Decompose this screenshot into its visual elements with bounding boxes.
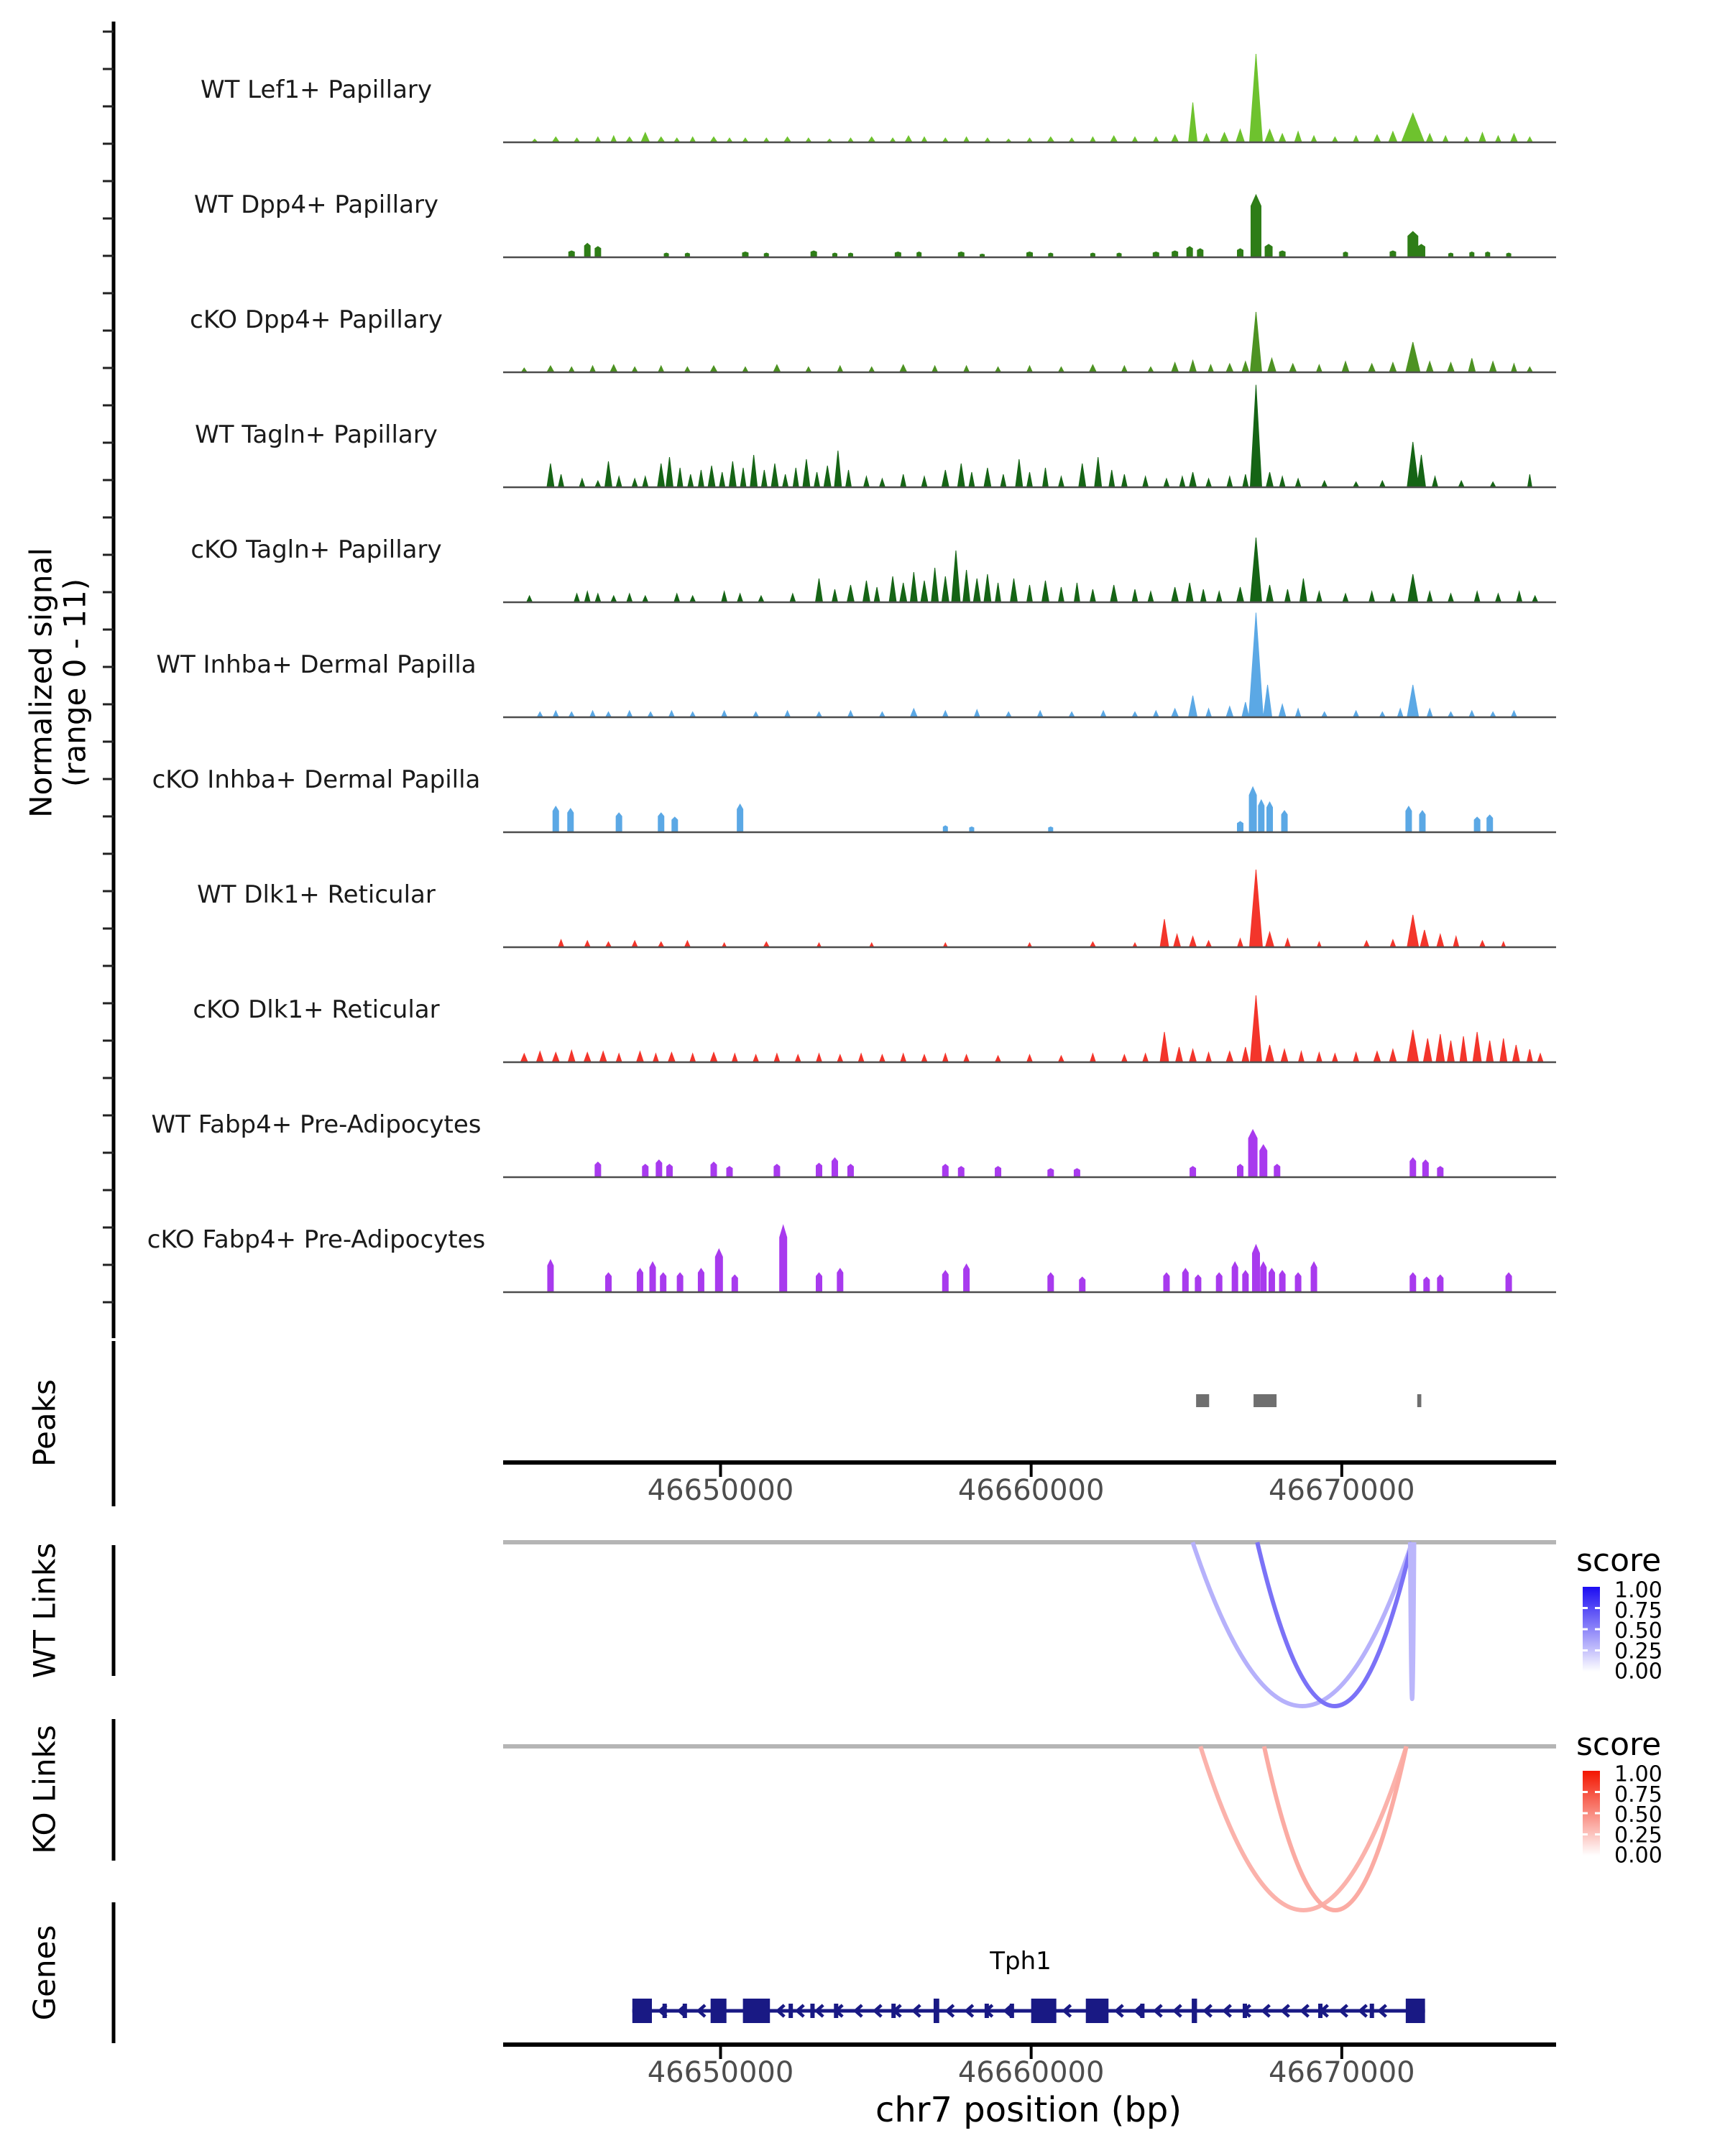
signal-area [537,613,1517,718]
genome-axis-tick-label: 46670000 [1269,1474,1415,1507]
y-axis-label-line1: Normalized signal [23,548,59,818]
signal-area [521,312,1532,372]
peaks-panel-label: Peaks [27,1379,63,1467]
gene-small-exon [788,2004,793,2018]
signal-area [527,538,1538,602]
ko-legend-label: 0.50 [1614,1802,1662,1828]
peak-rect [1417,1394,1422,1407]
y-axis-label-line2: (range 0 - 11) [57,578,93,788]
signal-track [147,1225,1556,1292]
gene-exon [711,1999,727,2023]
track-label: cKO Dpp4+ Papillary [190,305,443,334]
peak-rect [1254,1394,1276,1407]
signal-area [532,54,1532,142]
track-label: cKO Fabp4+ Pre-Adipocytes [147,1225,486,1254]
track-label: WT Tagln+ Papillary [195,420,438,449]
signal-area [595,1130,1443,1177]
wt-link-arc [1410,1542,1414,1699]
track-label: WT Inhba+ Dermal Papilla [156,650,477,679]
gene-exon [934,1999,939,2023]
genome-axis-tick-label: 46650000 [647,1474,794,1507]
wt-links-panel-label: WT Links [27,1542,63,1679]
x-axis-title: chr7 position (bp) [875,2090,1182,2130]
signal-track [152,765,1556,832]
wt-link-arc [1192,1542,1412,1706]
track-label: WT Dpp4+ Papillary [193,190,439,219]
signal-track [194,190,1556,257]
wt-legend-label: 0.50 [1614,1618,1662,1644]
genome-axis-tick-label: 46660000 [957,1474,1105,1507]
signal-track [193,995,1556,1062]
gene-name-label: Tph1 [990,1947,1052,1976]
genome-axis-tick-label: 46670000 [1269,2056,1415,2089]
track-label: WT Lef1+ Papillary [200,75,433,104]
gene-exon [1086,1999,1109,2023]
signal-track [197,870,1556,947]
signal-track [152,1110,1556,1177]
ko-legend-label: 1.00 [1614,1761,1662,1787]
ko-legend-label: 0.75 [1614,1782,1662,1807]
signal-area [520,995,1543,1062]
gene-model [632,1999,1425,2023]
signal-area [548,1225,1512,1292]
signal-area [547,385,1532,488]
signal-area [569,195,1511,257]
gene-exon [1406,1999,1425,2023]
wt-legend-label: 0.75 [1614,1598,1662,1623]
wt-legend-label: 1.00 [1614,1577,1662,1603]
wt-links-legend-title: score [1576,1542,1662,1579]
gene-small-exon [1370,2004,1374,2018]
signal-track [201,54,1556,142]
track-label: WT Dlk1+ Reticular [197,880,436,909]
signal-track [190,305,1556,372]
track-label: cKO Inhba+ Dermal Papilla [152,765,481,794]
wt-legend-label: 0.00 [1614,1659,1662,1685]
signal-track [195,385,1556,488]
signal-area [553,787,1492,832]
genome-axis-tick-label: 46650000 [647,2056,794,2089]
ko-links-panel-label: KO Links [27,1725,63,1854]
signal-area [558,870,1506,947]
ko-link-arc [1264,1746,1407,1910]
track-label: cKO Dlk1+ Reticular [193,995,440,1024]
gene-small-exon [810,2004,814,2018]
peak-rect [1196,1394,1209,1407]
ko-legend-label: 0.25 [1614,1823,1662,1848]
gene-exon [1031,1999,1057,2023]
track-label: cKO Tagln+ Papillary [190,535,442,564]
ko-link-arc [1200,1746,1407,1910]
wt-link-arc [1257,1542,1412,1706]
track-label: WT Fabp4+ Pre-Adipocytes [151,1110,482,1139]
gene-exon [1192,1999,1197,2023]
genes-panel-label: Genes [27,1925,63,2021]
ko-links-legend-title: score [1576,1726,1662,1763]
signal-track [156,613,1556,718]
signal-track [190,535,1556,602]
wt-legend-label: 0.25 [1614,1639,1662,1664]
gene-exon [743,1999,770,2023]
genome-axis-tick-label: 46660000 [957,2056,1105,2089]
ko-legend-label: 0.00 [1614,1843,1662,1869]
gene-exon [632,1999,652,2023]
